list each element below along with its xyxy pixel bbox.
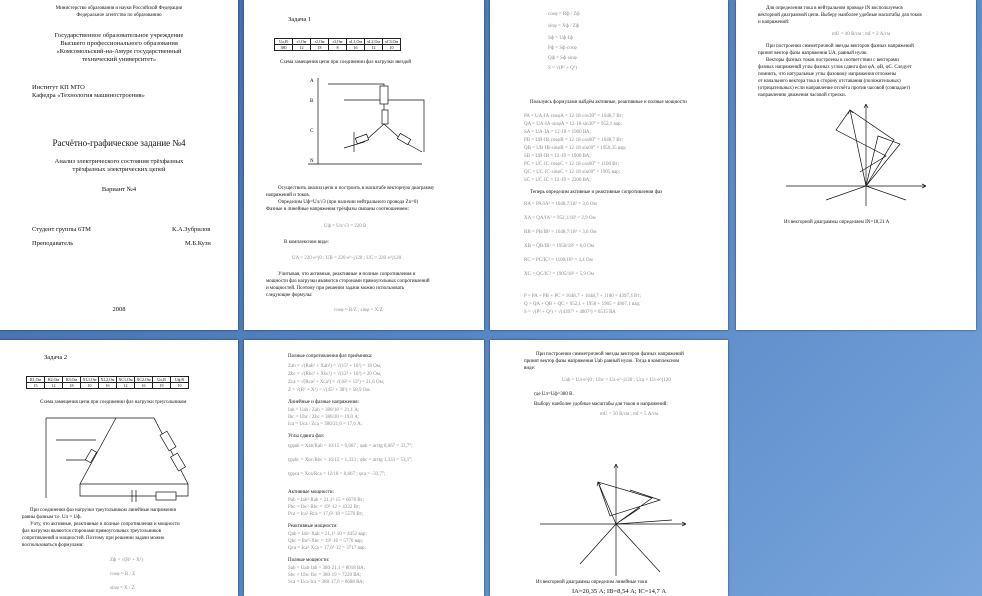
table-header-cell: Uл,В <box>275 39 293 45</box>
formula: sinφ = Xф / Zф <box>548 24 580 29</box>
paragraph: напряжений и токов. <box>266 193 311 198</box>
page-2-task-1 <box>244 0 484 330</box>
power-line: SC = UC·IC = 12·18 = 2200 ВА; <box>524 178 591 183</box>
parameters-table <box>274 38 401 51</box>
active-power-line: Pbc = Ibc²·Rbc = 19²·12 = 4332 Вт; <box>288 505 361 510</box>
section-caption: Пользуясь формулами найдём активные, реактивные и полные мощности <box>530 100 687 105</box>
section-caption: Теперь определим активные и реактивные сопротивления фаз <box>530 190 663 195</box>
impedance-line: Zbc = √(Rbc² + Xbc²) = √(12² + 16²) = 20 Ом; <box>288 372 382 377</box>
formula: UA = 220·e^j0 ; UB = 220·e^-j120 ; UC = 220·e^j120 <box>292 256 402 261</box>
table-header-cell: XL2,Ом <box>99 377 117 383</box>
paragraph: от начального вектора тока в сторону отставания (положительных) <box>758 79 901 84</box>
reactive-power-line: Qbc = Ibc²·Xbc = 19²·16 = 5776 вар; <box>288 539 363 544</box>
active-power-line: Pca = Ica²·Rca = 17,6²·18 = 5576 Вт; <box>288 512 364 517</box>
subtitle-line-1: Анализ электрического состояния трёхфазных <box>54 158 184 165</box>
power-line: SB = UB·IB = 12·18 = 1900 ВА; <box>524 154 591 159</box>
table-header-cell: Uф,В <box>171 377 189 383</box>
apparent-power-line: Sab = Uab·Iab = 380·21,1 = 8018 ВА; <box>288 566 366 571</box>
institution-line-3: «Комсомольский-на-Амуре государственный <box>56 48 182 55</box>
paragraph: направлению движения часовой стрелки. <box>758 93 846 98</box>
table-cell: 19 <box>153 383 171 389</box>
reactive-power-line: Qab = Iab²·Xab = 21,1²·10 = 4452 вар; <box>288 532 367 537</box>
institute: Институт КП МТО <box>32 84 85 91</box>
scale-formula: mU = 40 В/см ; mI = 2 А/см <box>832 32 891 37</box>
formula: Zф = √(R² + X²) <box>110 558 143 563</box>
institution-line-4: технический университет» <box>81 56 157 63</box>
resistance-line: XA = QA/IA² = 952,1/18² = 2,9 Ом <box>524 216 596 221</box>
year: 2008 <box>112 306 126 313</box>
table-header-cell: XC1,Ом <box>117 377 135 383</box>
apparent-power-line: Sbc = Ubc·Ibc = 380·19 = 7220 ВА; <box>288 573 362 578</box>
paragraph: принят вектор фазы напряжения Uab равный нулю. Тогда в комплексном <box>524 359 680 364</box>
paragraph: При построении симметричной звезды векторов фазных напряжений <box>766 44 914 49</box>
table-header-cell: xC3,Ом <box>383 39 401 45</box>
power-line: SA = UA·IA = 12·18 = 1900 ВА; <box>524 130 591 135</box>
scale-formula: mU = 50 В/см ; mI = 5 А/см <box>600 412 659 417</box>
paragraph: Учитывая, что активные, реактивные и полные сопротивления и <box>278 272 416 277</box>
paragraph: виде: <box>524 366 536 371</box>
current-line: Ica = Uca / Zca = 380/21,6 = 17,6 А; <box>288 422 363 427</box>
task-heading: Задача 2 <box>44 354 68 361</box>
section-heading: Полные сопротивления фаз приёмника: <box>288 354 373 359</box>
angle-line: tgφbc = Xbc/Rbc = 16/12 = 1,333 ; φbc = arctg 1,333 = 53,1°; <box>288 458 413 463</box>
power-line: PC = UC·IC·cosφC = 12·18·cos60° = 1100 Вт; <box>524 162 620 167</box>
impedance-line: Zab = √(Rab² + Xab²) = √(15² + 10²) = 18 Ом; <box>288 364 382 369</box>
paragraph: мощности фаз нагрузки являются сторонами прямоугольных сопротивлений <box>266 279 430 284</box>
formula: S = √(P² + Q²) <box>548 66 577 71</box>
delta-circuit-diagram <box>36 410 216 502</box>
table-row <box>275 45 401 51</box>
table-header-cell: Uл,В <box>153 377 171 383</box>
resistance-line: XC = QC/IC² = 1905/18² = 5,9 Ом <box>524 272 594 277</box>
table-header-cell: r3,Ом <box>329 39 347 45</box>
page-6-calculations <box>244 340 484 596</box>
scheme-caption: Схема замещения цепи при соединении фаз нагрузки звездой <box>280 60 412 65</box>
table-row <box>27 383 189 389</box>
parameters-table <box>26 376 189 389</box>
table-cell: 380 <box>275 45 293 51</box>
page-4-vector-diagram <box>736 0 976 330</box>
reactive-power-line: Qca = Ica²·Xca = 17,6²·12 = 3717 вар; <box>288 546 366 551</box>
table-header-cell: r1,Ом <box>293 39 311 45</box>
section-heading: Углы сдвига фаз: <box>288 434 325 439</box>
table-header-cell: R2,Ом <box>45 377 63 383</box>
paragraph: векторной диаграммой цепи. Выберу наиболее удобные масштабы для токов <box>758 13 922 18</box>
formula: Pф = Sф·cosφ <box>548 46 577 51</box>
table-cell: 12 <box>293 45 311 51</box>
paragraph: принят вектор фазы напряжения UA, равный нулю. <box>758 51 868 56</box>
table-cell: 8 <box>329 45 347 51</box>
formula: Uab = Uл·e^j0 ; Ubc = Uл·e^-j120 ; Uca = Uл·e^j120 <box>562 378 671 383</box>
paragraph: Учту, что активные, реактивные и полные сопротивления и мощности <box>30 522 180 527</box>
department: Кафедра «Технология машиностроения» <box>32 92 145 99</box>
formula: Uф = Uл/√3 = 220 В <box>324 224 367 229</box>
formula: cosφ = R / Z <box>110 572 136 577</box>
table-header-cell: XC2,Ом <box>135 377 153 383</box>
formula-note: где Uл=Uф=380 В. <box>534 392 574 397</box>
table-header-cell: R1,Ом <box>27 377 45 383</box>
formula: cosφ = R/Z ; sinφ = X/Z <box>334 308 383 313</box>
paragraph: Определим Uф=Uл/√3 (при наличии нейтрального провода Zn=0) <box>278 200 419 205</box>
angle-line: tgφab = Xab/Rab = 10/15 = 0,667 ; φab = arctg 0,667 = 33,7°; <box>288 444 413 449</box>
table-cell: 12 <box>117 383 135 389</box>
node-label-n: N <box>310 159 314 164</box>
subtitle-line-2: трёхфазных электрических цепей <box>72 166 166 173</box>
table-header-cell: r2,Ом <box>311 39 329 45</box>
student-name: К.А.Зубрилов <box>172 226 211 233</box>
formula: cosφ = Rф / Zф <box>548 12 580 17</box>
table-header-cell: XL1,Ом <box>81 377 99 383</box>
paragraph: При построении симметричной звезды векторов фазных напряжений <box>536 352 684 357</box>
formula: Qф = Sф·sinφ <box>548 56 577 61</box>
paragraph: При соединении фаз нагрузки треугольником линейные напряжения <box>30 508 176 513</box>
node-label-a: A <box>310 79 314 84</box>
paragraph: Фазные и линейные напряжения трёхфазы связаны соотношением: <box>266 207 409 212</box>
section-heading: Реактивные мощности: <box>288 524 338 529</box>
institution-line-1: Государственное образовательное учреждение <box>54 32 184 39</box>
resistance-line: RC = PC/IC² = 1100/18² = 3,4 Ом <box>524 258 593 263</box>
table-cell: 16 <box>135 383 153 389</box>
table-cell: 12 <box>365 45 383 51</box>
power-line: PA = UA·IA·cosφA = 12·18·cos30° = 1648,7 Вт; <box>524 114 624 119</box>
variant: Вариант №4 <box>101 186 137 193</box>
phasor-diagram-star <box>776 100 936 210</box>
scheme-caption: Схема замещения цепи при соединении фаз нагрузки треугольником <box>40 400 187 405</box>
conclusion: Из векторной диаграммы определим линейные токи <box>536 580 648 585</box>
star-circuit-diagram <box>304 72 434 172</box>
paragraph: фазных напряжений углы фазных углов сдвига фаз φA, φB, φC. Следует <box>758 65 912 70</box>
task-heading: Задача 1 <box>288 16 312 23</box>
institution-line-2: Высшего профессионального образования <box>60 40 178 47</box>
paragraph: следующие формулы: <box>266 293 313 298</box>
active-power-line: Pab = Iab²·Rab = 21,1²·15 = 6678 Вт; <box>288 498 365 503</box>
table-cell: 15 <box>27 383 45 389</box>
table-cell: 10 <box>383 45 401 51</box>
assignment-title: Расчётно-графическое задание №4 <box>52 138 186 148</box>
resistance-line: RB = PB/IB² = 1648,7/18² = 3,6 Ом <box>524 230 597 235</box>
total-line: S = √(P² + Q²) = √(4397² + 4807²) = 6515 ВА <box>524 310 616 315</box>
table-cell: 16 <box>347 45 365 51</box>
power-line: PB = UB·IB·cosφB = 12·18·cos60° = 1648,7 Вт; <box>524 138 624 143</box>
table-cell: 10 <box>171 383 189 389</box>
section-heading: Полные мощности: <box>288 558 330 563</box>
ministry: Министерство образования и науки Российской Федерации <box>55 6 183 11</box>
paragraph: сопротивлений и мощностей. Поэтому при решении задачи можно <box>22 536 165 541</box>
paragraph: Векторы фазных токов построены в соответствии с векторами <box>766 58 899 63</box>
apparent-power-line: Sca = Uca·Ica = 380·17,6 = 6688 ВА; <box>288 580 365 585</box>
formula: sinφ = X / Z <box>110 586 135 591</box>
section-heading: Активные мощности: <box>288 490 334 495</box>
power-line: QB = UB·IB·sinφB = 12·18·sin60° = 1950,35 вар; <box>524 146 627 151</box>
power-line: QC = UC·IC·sinφC = 12·18·sin60° = 1905 вар; <box>524 170 621 175</box>
total-line: Q = QA + QB + QC = 952,1 + 1950 + 1905 = 4807,1 вар; <box>524 302 641 307</box>
page-5-task-2 <box>0 340 238 596</box>
student-label: Студент группы 6ТМ <box>32 226 91 233</box>
paragraph: Выбору наиболее удобные масштабы для токов и напряжений: <box>534 402 668 407</box>
agency: Федеральное агентство по образованию <box>76 13 162 18</box>
complex-caption: В комплексном виде: <box>284 240 329 245</box>
table-row <box>27 377 189 383</box>
paragraph: и напряжений: <box>758 20 790 25</box>
impedance-line: Zca = √(Rca² + Xca²) = √(18² + 12²) = 21,6 Ом; <box>288 380 385 385</box>
formula: Sф = Uф·Iф <box>548 36 573 41</box>
node-label-c: C <box>310 129 314 134</box>
page-1-title <box>0 0 238 330</box>
table-cell: 16 <box>99 383 117 389</box>
table-cell: 18 <box>63 383 81 389</box>
conclusion: Из векторной диаграммы определяем IN=18,21 А <box>784 220 890 225</box>
table-cell: 18 <box>311 45 329 51</box>
result: IA=20,35 А; IB=8,54 А; IC=14,7 А <box>572 588 667 595</box>
table-header-cell: R3,Ом <box>63 377 81 383</box>
paragraph: Для определения тока в нейтральном проводе IN воспользуемся <box>766 6 903 11</box>
table-header-cell: xL2,Ом <box>365 39 383 45</box>
paragraph: фаз нагрузки являются сторонами прямоугольных треугольников <box>22 529 162 534</box>
table-cell: 10 <box>81 383 99 389</box>
current-line: Ibc = Ubc / Zbc = 380/20 = 19,0 А; <box>288 415 360 420</box>
page-7-delta-diagram <box>490 340 728 596</box>
phasor-diagram-delta <box>540 460 690 578</box>
angle-line: tgφca = Xca/Rca = 12/18 = 0,667 ; φca = -33,7°; <box>288 472 386 477</box>
current-line: Iab = Uab / Zab = 380/18 = 21,1 А; <box>288 408 360 413</box>
paragraph: и мощностей. Поэтому при решении задачи можно использовать <box>266 286 405 291</box>
paragraph: (отрицательных) если направление отсчёта против часовой (совпадает) <box>758 86 910 91</box>
power-line: QA = UA·IA·sinφA = 12·18·sin30° = 952,1 вар; <box>524 122 622 127</box>
node-label-b: B <box>310 99 314 104</box>
resistance-line: RA = PA/IA² = 1648,7/18² = 3,6 Ом <box>524 202 597 207</box>
paragraph: равны фазным т.е. Uл = Uф. <box>22 515 82 520</box>
paragraph: Осуществить анализ цепи и построить в масштабе векторную диаграмму <box>278 186 435 191</box>
teacher-label: Преподаватель <box>32 240 74 247</box>
table-header-cell: xL1,Ом <box>347 39 365 45</box>
table-cell: 12 <box>45 383 63 389</box>
paragraph: помнить, что натуральные углы фазовому напряжения отложены <box>758 72 897 77</box>
total-line: P = PA + PB + PC = 1648,7 + 1648,7 + 1100 = 4397,4 Вт; <box>524 294 641 299</box>
impedance-line: Z = √(R² + X²) = √(45² + 38²) = 58,9 Ом. <box>288 388 371 393</box>
page-3-powers <box>490 0 728 330</box>
resistance-line: XB = QB/IB² = 1950/18² = 6,0 Ом <box>524 244 594 249</box>
section-heading: Линейные и фазные напряжения: <box>288 400 359 405</box>
teacher-name: М.Б.Кузн <box>185 240 211 247</box>
paragraph: воспользоваться формулами: <box>22 543 84 548</box>
